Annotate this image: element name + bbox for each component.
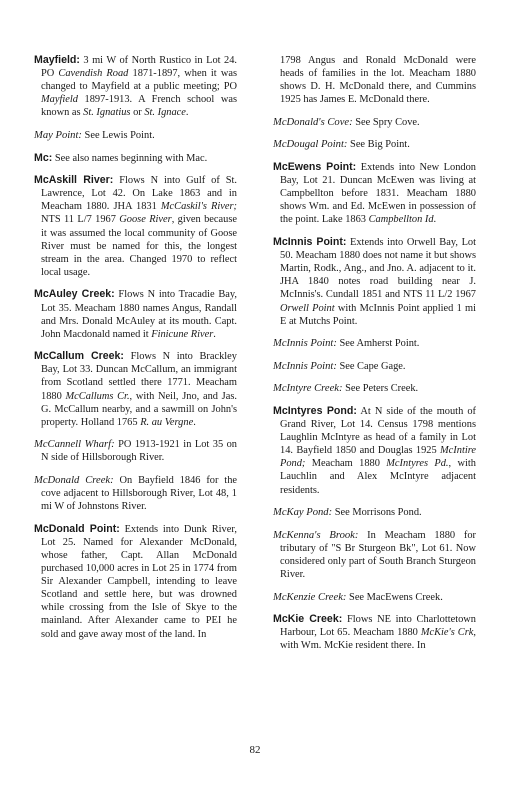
gazetteer-entry-mcdonald-creek	[34, 474, 237, 513]
entry-text: Flows NE into Charlottetown Harbour, Lot 65. Meacham 1880	[280, 614, 476, 639]
gazetteer-entry-mckenna-s-brook	[273, 529, 476, 581]
gazetteer-entry-mcaskill-river	[34, 174, 237, 279]
gazetteer-entry-continuation	[273, 54, 476, 106]
entry-term: McAskill River:	[34, 174, 114, 187]
gazetteer-entry-mcdonald-point	[34, 523, 237, 641]
entry-text: See Big Point.	[347, 139, 410, 151]
entry-term: May Point:	[34, 129, 82, 141]
entry-text: .	[433, 214, 437, 226]
entry-text: or	[130, 107, 145, 119]
entry-text: See MacEwens Creek.	[346, 591, 443, 603]
entry-term: Mc:	[34, 151, 53, 164]
entry-term: McDougal Point:	[273, 139, 348, 151]
entry-term: McIntyres Pond:	[273, 404, 357, 417]
entry-text: , with Neil, Jno, and Jas. G. McCallum nearby, and a sawmill on John's property. Holland 1765	[41, 390, 237, 428]
entry-italic-text: Cavendish Road	[58, 68, 129, 80]
gazetteer-entry-mcintyres-pond	[273, 405, 476, 497]
entry-text: .	[193, 416, 196, 428]
entry-term: McCallum Creek:	[34, 350, 124, 363]
entry-term: McKay Pond:	[273, 507, 333, 519]
entry-term: McIntyre Creek:	[273, 383, 343, 395]
gazetteer-entry-mccannell-wharf	[34, 438, 237, 464]
entry-term: McKie Creek:	[273, 613, 343, 626]
gazetteer-entry-mcauley-creek	[34, 288, 237, 340]
entry-text: , with Wm. McKie resident there. In	[280, 627, 476, 652]
entry-text: PO 1913-1921 in Lot 35 on N side of Hillsborough River.	[41, 439, 238, 464]
entry-text: 1871-1897, when it was changed to Mayfield at a public meeting; PO	[41, 68, 237, 93]
entry-text: with McInnis Point applied 1 mi E at Mutchs Point.	[280, 302, 476, 327]
entry-text: .	[185, 107, 189, 119]
entry-term: McCannell Wharf:	[34, 439, 115, 451]
entry-text: See Peters Creek.	[342, 383, 419, 395]
entry-text: , with Lauchlin and Alex McIntyre adjacent residents.	[280, 458, 476, 496]
entry-text: See Lewis Point.	[81, 129, 155, 141]
entry-text: Flows N into Tracadie Bay, Lot 35. Meacham 1880 names Angus, Randall and Mrs. Donald McAuley at its mouth. Capt. John Macdonald named it	[41, 289, 237, 340]
entry-text: Flows N into Gulf of St. Lawrence, Lot 42. On Lake 1863 and in Meacham 1880. JHA 1831	[41, 175, 237, 213]
entry-text: See Cape Gage.	[336, 360, 406, 372]
entry-italic-text: McIntire Pond;	[280, 445, 476, 470]
entry-italic-text: R. au Vergne	[140, 416, 194, 428]
entry-italic-text: McCaskil's River;	[160, 201, 237, 213]
entry-italic-text: Goose River	[119, 214, 172, 226]
entry-text: Meacham 1880	[305, 458, 387, 470]
entry-italic-text: Campbellton Id	[368, 214, 434, 226]
gazetteer-entry-mckay-pond	[273, 506, 476, 519]
gazetteer-entry-mc	[34, 152, 237, 165]
gazetteer-entry-mcinnis-point	[273, 337, 476, 350]
entry-text: At N side of the mouth of Grand River, Lot 14. Census 1798 mentions Laughlin McIntyre as head of a family in Lot 14. Bayfield 1850 and Douglas 1925	[280, 405, 476, 457]
entry-text: Flows N into Brackley Bay, Lot 33. Duncan McCallum, an immigrant from Scotland settled there 1771. Meacham 1880	[41, 351, 237, 402]
entry-text: Extends into Dunk River, Lot 25. Named for Alexander McDonald, whose father, Capt. Allan McDonald purchased 10,000 acres in Lot 25 in 1774 from Sir Alexander Campbell, intending to leave Scotland and settle here, but was drowned while crossing from the Isle of Skye to the mainland. After Alexander came to PEI he sold and gave away most of the land. In	[41, 523, 237, 640]
entry-text: NTS 11 L/7 1967	[41, 214, 120, 226]
gazetteer-entry-mcewens-point	[273, 161, 476, 226]
entry-italic-text: Finicune River	[151, 328, 214, 340]
entry-term: McEwens Point:	[273, 161, 357, 174]
gazetteer-entry-mccallum-creek	[34, 350, 237, 429]
entry-term: McDonald Point:	[34, 522, 120, 535]
gazetteer-entry-may-point	[34, 129, 237, 142]
right-column	[273, 54, 476, 662]
gazetteer-entry-mckenzie-creek	[273, 591, 476, 604]
entry-text: See Amherst Point.	[336, 338, 420, 350]
gazetteer-entry-mcinnis-point	[273, 360, 476, 373]
entry-term: McDonald Creek:	[34, 475, 114, 487]
entry-term: McKenzie Creek:	[273, 591, 347, 603]
entry-italic-text: McKie's Crk	[420, 627, 474, 639]
entry-text: Extends into Orwell Bay, Lot 50. Meacham 1880 does not name it but shows Martin, Rodk., Ang., and Jno. A. adjacent to it. JHA 1840 notes road building near J. McInnis's. Cundall 1851 and NTS 11 L/2 1967	[280, 237, 477, 301]
entry-text: On Bayfield 1846 for the cove adjacent to Hillsborough River, Lot 48, 1 mi W of Johnstons River.	[41, 475, 238, 513]
entry-term: McDonald's Cove:	[273, 116, 353, 128]
entry-term: McKenna's Brook:	[273, 529, 359, 541]
entry-text: See also names beginning with Mac.	[52, 152, 208, 164]
gazetteer-entry-mcdonald-s-cove	[273, 116, 476, 129]
entry-text: See Spry Cove.	[352, 116, 420, 128]
entry-italic-text: St. Ignace	[144, 107, 186, 119]
entry-italic-text: McCallums Cr.	[65, 390, 130, 402]
entry-text: , given because it was assumed the local community of Goose River must be named for this, the longest stream in the area. Changed 1970 to reflect local usage.	[41, 214, 237, 278]
page-number: 82	[249, 744, 261, 756]
entry-term: Mayfield:	[34, 54, 80, 66]
entry-text: 1897-1913. A French school was known as	[41, 94, 237, 119]
entry-text: .	[213, 328, 216, 340]
entry-italic-text: Mayfield	[41, 94, 78, 106]
entry-text: See Morrisons Pond.	[332, 507, 422, 519]
entry-term: McInnis Point:	[273, 236, 347, 249]
entry-text: 1798 Angus and Ronald McDonald were heads of families in the lot. Meacham 1880 shows D. H. McDonald there, and Cummins 1925 has James E. McDonald there.	[280, 55, 476, 106]
gazetteer-entry-mcdougal-point	[273, 138, 476, 151]
entry-text: In Meacham 1880 for tributary of "S Br Sturgeon Bk", Lot 61. Now considered only part of South Branch Sturgeon River.	[280, 529, 476, 580]
entry-text: Extends into New London Bay, Lot 21. Duncan McEwen was living at Campbellton before 1831. Meacham 1880 shows Wm. and Ed. McEwen in possession of the point. Lake 1863	[280, 162, 476, 226]
gazetteer-entry-mayfield	[34, 54, 237, 119]
entry-term: McAuley Creek:	[34, 288, 115, 301]
gazetteer-entry-mcintyre-creek	[273, 382, 476, 395]
entry-italic-text: St. Ignatius	[83, 107, 131, 119]
entry-term: McInnis Point:	[273, 338, 337, 350]
gazetteer-entry-mckie-creek	[273, 613, 476, 652]
gazetteer-entry-mcinnis-point	[273, 236, 476, 328]
entry-text: 3 mi W of North Rustico in Lot 24. PO	[41, 55, 237, 80]
entry-italic-text: McIntyres Pd.	[386, 458, 449, 470]
entry-italic-text: Orwell Point	[280, 302, 335, 314]
left-column	[34, 54, 237, 650]
entry-term: McInnis Point:	[273, 360, 337, 372]
